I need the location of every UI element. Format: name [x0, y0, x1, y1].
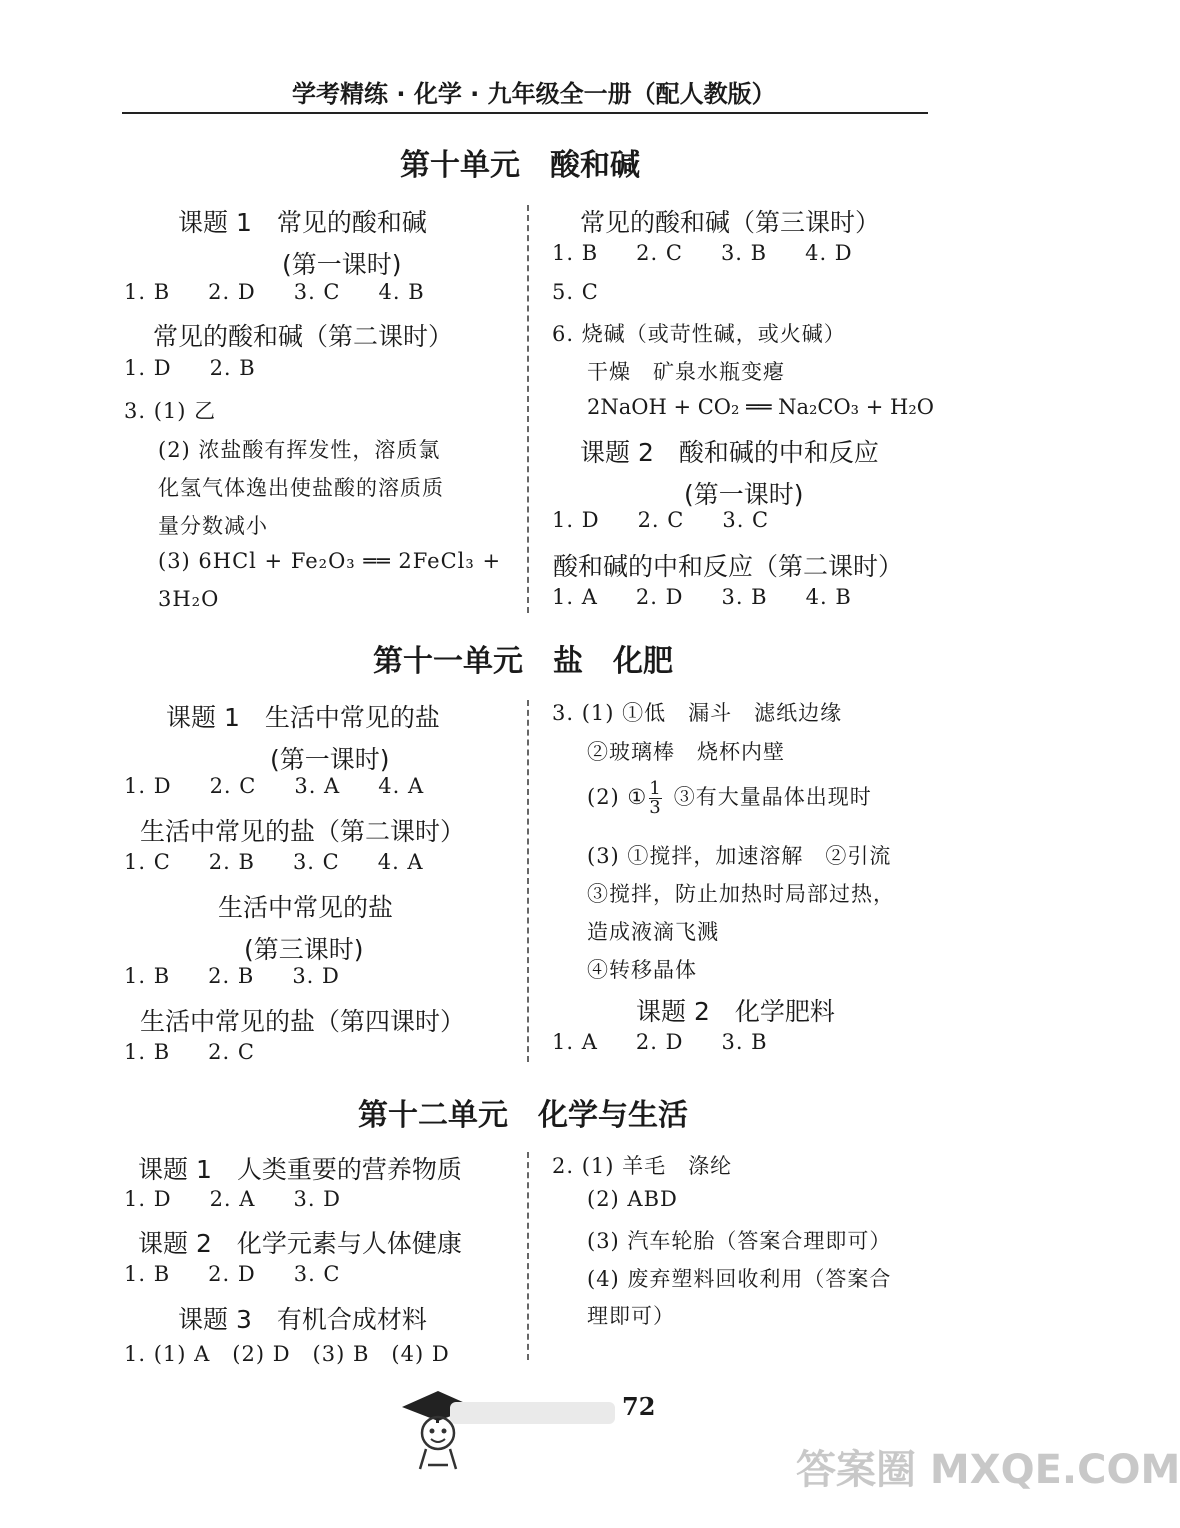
u11-p3-period: (第三课时): [244, 935, 364, 964]
u11-p4-answers: 1. B 2. C: [124, 1040, 255, 1064]
u10-lesson2-p2-title: 酸和碱的中和反应（第二课时）: [553, 552, 904, 581]
u10-lesson1-answers: 1. B 2. D 3. C 4. B: [124, 280, 425, 304]
u10-lesson1-period: (第一课时): [282, 250, 402, 279]
u11-lesson1-title: 课题 1 生活中常见的盐: [166, 703, 440, 732]
watermark: 答案圈 MXQE.COM: [796, 1447, 1180, 1493]
u12-lesson1-answers: 1. D 2. A 3. D: [124, 1187, 342, 1211]
u11-lesson2-answers: 1. A 2. D 3. B: [552, 1030, 768, 1054]
u11-q3-3-line4: ④转移晶体: [587, 958, 697, 982]
u11-p4-title: 生活中常见的盐（第四课时）: [140, 1007, 466, 1036]
u12-q2-4-line2: 理即可）: [587, 1304, 675, 1328]
u10-lesson1-title: 课题 1 常见的酸和碱: [178, 208, 427, 237]
u10-lesson2-answers: 1. D 2. C 3. C: [552, 508, 770, 532]
column-divider: [527, 205, 529, 613]
u11-q3-2: (2) ① $\frac{1}{3}$ ③有大量晶体出现时: [587, 778, 872, 818]
u10-p3-title: 常见的酸和碱（第三课时）: [580, 208, 881, 237]
page-number: 72: [622, 1392, 656, 1421]
u11-p3-answers: 1. B 2. B 3. D: [124, 964, 340, 988]
running-header: 学考精练 · 化学 · 九年级全一册（配人教版）: [292, 80, 776, 108]
unit-10-heading: 第十单元 酸和碱: [400, 148, 640, 183]
fraction-one-third: $\frac{1}{3}$: [649, 778, 662, 818]
page-number-banner: [450, 1402, 615, 1424]
u11-p1-answers: 1. D 2. C 3. A 4. A: [124, 774, 425, 798]
u12-lesson1-title: 课题 1 人类重要的营养物质: [138, 1155, 462, 1184]
u10-lesson2-p2-answers: 1. A 2. D 3. B 4. B: [552, 585, 852, 609]
u10-q6-equation: 2NaOH + CO₂ ══ Na₂CO₃ + H₂O: [587, 395, 934, 419]
u10-q3-3-line1: (3) 6HCl + Fe₂O₃ ══ 2FeCl₃ +: [158, 549, 502, 573]
u10-lesson1-p2-title: 常见的酸和碱（第二课时）: [153, 322, 454, 351]
u12-q2-4-line1: (4) 废弃塑料回收利用（答案合: [587, 1267, 892, 1291]
u10-lesson2-title: 课题 2 酸和碱的中和反应: [580, 438, 879, 467]
u10-p2-answers: 1. D 2. B: [124, 356, 256, 380]
u10-q3-2-line3: 量分数减小: [158, 514, 268, 538]
u11-lesson1-period: (第一课时): [270, 745, 390, 774]
unit-11-heading: 第十一单元 盐 化肥: [373, 644, 673, 679]
u11-q3-3-line1: (3) ①搅拌，加速溶解 ②引流: [587, 844, 892, 868]
u10-lesson2-period: (第一课时): [684, 480, 804, 509]
u11-q3-3-line3: 造成液滴飞溅: [587, 920, 719, 944]
u10-q3-3-line2: 3H₂O: [158, 587, 220, 611]
u10-q6-line1: 6. 烧碱（或苛性碱，或火碱）: [552, 322, 846, 346]
header-rule: [122, 112, 928, 114]
u12-lesson3-title: 课题 3 有机合成材料: [178, 1305, 427, 1334]
u10-p3-answers: 1. B 2. C 3. B 4. D: [552, 241, 853, 265]
u10-q3-2-line1: (2) 浓盐酸有挥发性，溶质氯: [158, 438, 441, 462]
u10-q3-2-line2: 化氢气体逸出使盐酸的溶质质: [158, 476, 444, 500]
u12-q2-1: 2. (1) 羊毛 涤纶: [552, 1154, 733, 1178]
u11-p3-title: 生活中常见的盐: [218, 893, 394, 922]
u10-q6-line2: 干燥 矿泉水瓶变瘪: [587, 360, 785, 384]
u11-lesson2-title: 课题 2 化学肥料: [636, 997, 835, 1026]
scholar-mascot-icon: [398, 1385, 478, 1473]
u12-q2-2: (2) ABD: [587, 1187, 678, 1211]
u12-q2-3: (3) 汽车轮胎（答案合理即可）: [587, 1229, 892, 1253]
u11-q3-1-line2: ②玻璃棒 烧杯内壁: [587, 740, 785, 764]
u11-q3-1-line1: 3. (1) ①低 漏斗 滤纸边缘: [552, 701, 843, 725]
u12-lesson2-answers: 1. B 2. D 3. C: [124, 1262, 341, 1286]
unit-12-heading: 第十二单元 化学与生活: [358, 1098, 688, 1133]
u11-p2-answers: 1. C 2. B 3. C 4. A: [124, 850, 424, 874]
column-divider: [527, 1152, 529, 1360]
u11-p2-title: 生活中常见的盐（第二课时）: [140, 817, 466, 846]
u10-q5: 5. C: [552, 280, 599, 304]
u12-lesson3-answers: 1. (1) A (2) D (3) B (4) D: [124, 1342, 450, 1366]
u12-lesson2-title: 课题 2 化学元素与人体健康: [138, 1229, 462, 1258]
u10-q3-1: 3. (1) 乙: [124, 399, 217, 423]
column-divider: [527, 700, 529, 1062]
u11-q3-3-line2: ③搅拌，防止加热时局部过热，: [587, 882, 895, 906]
